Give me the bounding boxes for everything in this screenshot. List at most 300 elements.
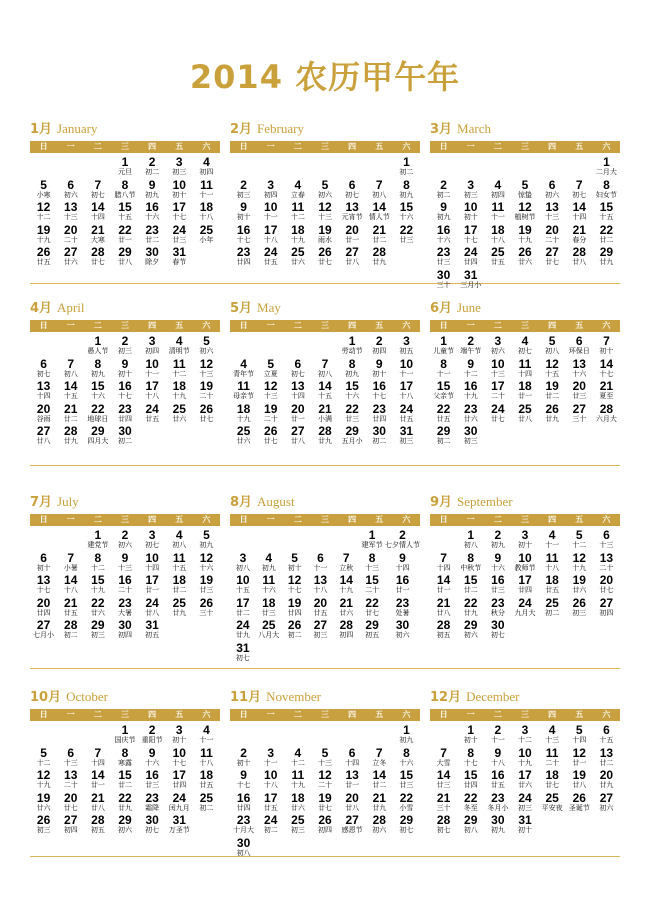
day-number: 1 <box>348 334 356 348</box>
lunar-label: 初六 <box>395 631 410 639</box>
weekday-label: 四 <box>548 710 557 719</box>
month-block <box>430 491 620 642</box>
lunar-label: 初三 <box>90 631 105 639</box>
day-cell <box>230 358 257 381</box>
lunar-label: 初十 <box>236 213 251 221</box>
lunar-label: 七月小 <box>33 631 55 639</box>
lunar-label: 清明节 <box>168 347 190 355</box>
weekday-label: 日 <box>239 321 248 330</box>
day-number: 13 <box>599 550 614 565</box>
lunar-label: 十七 <box>36 586 51 594</box>
day-number: 9 <box>240 200 247 214</box>
lunar-label: 初十 <box>599 347 614 355</box>
month-name <box>230 297 420 319</box>
weekday-header <box>30 514 220 526</box>
lunar-label: 初四 <box>63 826 78 834</box>
lunar-label: 重阳节 <box>141 736 163 744</box>
day-number: 16 <box>118 379 132 393</box>
lunar-label: 十五 <box>599 213 614 221</box>
day-number: 11 <box>291 200 305 214</box>
day-number: 16 <box>372 379 386 393</box>
day-cell <box>166 224 193 247</box>
day-number: 12 <box>545 356 559 371</box>
day-cell <box>311 403 338 426</box>
day-number: 26 <box>572 790 586 805</box>
day-number: 21 <box>372 790 386 805</box>
day-number: 22 <box>118 790 132 805</box>
empty-cell <box>311 335 338 358</box>
lunar-label: 廿八 <box>572 781 587 789</box>
lunar-label: 十九 <box>339 586 354 594</box>
month-english: March <box>457 121 491 136</box>
day-grid <box>230 156 420 269</box>
day-number: 2 <box>240 745 247 760</box>
day-cell <box>484 246 511 269</box>
day-cell <box>111 380 138 403</box>
lunar-label: 十五 <box>117 213 132 221</box>
day-cell <box>457 747 484 770</box>
day-number: 19 <box>318 222 332 237</box>
day-number: 1 <box>94 334 102 348</box>
day-cell <box>84 619 111 642</box>
day-cell <box>366 792 393 815</box>
day-number: 30 <box>436 267 451 282</box>
weekday-label: 日 <box>239 710 248 719</box>
day-cell <box>311 380 338 403</box>
day-cell <box>57 792 84 815</box>
lunar-label: 初三 <box>313 631 328 639</box>
day-cell <box>339 246 366 269</box>
day-number: 30 <box>491 618 505 632</box>
day-number: 31 <box>172 813 186 827</box>
day-cell <box>593 335 620 358</box>
lunar-label: 十九 <box>290 781 305 789</box>
day-cell <box>193 747 220 770</box>
weekday-label: 一 <box>466 142 475 151</box>
day-cell <box>511 747 538 770</box>
day-cell <box>539 335 566 358</box>
lunar-label: 初十 <box>463 736 478 744</box>
month-number: 10月 <box>30 690 62 705</box>
day-number: 24 <box>264 245 278 259</box>
lunar-label: 廿八 <box>572 258 587 266</box>
day-cell <box>84 224 111 247</box>
day-number: 5 <box>321 177 329 192</box>
empty-cell <box>366 724 393 747</box>
day-number: 2 <box>375 334 383 348</box>
day-cell <box>539 403 566 426</box>
lunar-label: 八月大 <box>258 631 280 639</box>
month-name <box>230 491 420 513</box>
day-number: 25 <box>291 245 305 259</box>
lunar-label: 十二 <box>290 213 305 221</box>
day-cell <box>284 246 311 269</box>
day-number: 8 <box>440 356 447 371</box>
lunar-label: 廿二 <box>463 586 478 594</box>
day-number: 21 <box>436 790 451 805</box>
lunar-label: 廿二 <box>235 608 250 617</box>
day-number: 10 <box>491 356 505 371</box>
day-cell <box>139 335 166 358</box>
day-number: 1 <box>121 155 129 169</box>
day-cell <box>430 403 457 426</box>
lunar-label: 初十 <box>517 541 532 549</box>
day-number: 6 <box>603 528 610 542</box>
lunar-label: 愚人节 <box>87 347 109 355</box>
day-number: 21 <box>64 595 78 610</box>
day-cell <box>593 380 620 403</box>
day-number: 25 <box>262 618 276 632</box>
lunar-label: 廿六 <box>290 803 305 812</box>
day-cell <box>230 246 257 269</box>
day-cell <box>193 529 220 552</box>
day-cell <box>593 156 620 179</box>
day-number: 21 <box>372 222 386 237</box>
day-grid <box>430 335 620 448</box>
lunar-label: 初三 <box>572 608 587 617</box>
day-number: 1 <box>403 723 410 737</box>
lunar-label: 十八 <box>545 563 560 572</box>
weekday-label: 四 <box>348 515 357 524</box>
day-number: 27 <box>36 424 51 438</box>
lunar-label: 十二 <box>90 563 105 572</box>
day-cell <box>511 224 538 247</box>
day-number: 17 <box>145 573 159 587</box>
lunar-label: 惊蛰 <box>517 190 532 199</box>
day-cell <box>539 552 566 575</box>
month-block <box>230 686 420 859</box>
day-number: 14 <box>91 200 105 214</box>
day-number: 9 <box>240 768 247 782</box>
day-number: 4 <box>294 177 302 192</box>
lunar-label: 初二 <box>372 437 387 445</box>
empty-cell <box>30 724 57 747</box>
day-cell <box>359 574 385 597</box>
lunar-label: 妇女节 <box>595 190 617 199</box>
lunar-label: 十四 <box>290 392 305 400</box>
day-cell <box>256 552 282 575</box>
lunar-label: 初四 <box>317 826 332 834</box>
day-cell <box>511 792 538 815</box>
day-number: 27 <box>64 813 78 827</box>
day-number: 27 <box>599 790 614 805</box>
day-cell <box>57 358 84 381</box>
day-cell <box>193 403 220 426</box>
day-number: 23 <box>395 595 410 610</box>
lunar-label: 廿五 <box>313 608 328 617</box>
lunar-label: 廿六 <box>290 258 305 266</box>
lunar-label: 十九 <box>36 781 51 789</box>
empty-cell <box>284 724 311 747</box>
weekday-label: 一 <box>266 142 275 151</box>
weekday-label: 一 <box>266 710 275 719</box>
day-cell <box>284 358 311 381</box>
day-cell <box>257 358 284 381</box>
lunar-label: 五月小 <box>341 437 363 445</box>
day-cell <box>539 724 566 747</box>
day-number: 1 <box>467 528 475 542</box>
lunar-label: 初三 <box>36 826 51 834</box>
day-cell <box>311 425 338 448</box>
day-cell <box>57 552 84 575</box>
weekday-label: 二 <box>93 142 102 151</box>
day-number: 30 <box>145 245 159 259</box>
day-cell <box>593 179 620 202</box>
day-number: 15 <box>118 200 132 214</box>
lunar-label: 十六 <box>399 758 414 767</box>
lunar-label: 廿七 <box>199 414 214 423</box>
lunar-label: 初五 <box>399 347 414 355</box>
lunar-label: 十六 <box>145 213 160 221</box>
lunar-label: 廿四 <box>517 586 532 594</box>
lunar-label: 初四 <box>339 631 354 639</box>
day-number: 4 <box>521 334 529 348</box>
weekday-label: 三 <box>120 142 129 151</box>
day-cell <box>257 380 284 403</box>
day-cell <box>111 792 138 815</box>
month-name <box>30 491 220 513</box>
lunar-label: 廿二 <box>172 586 187 594</box>
weekday-label: 日 <box>39 321 48 330</box>
day-cell <box>84 529 111 552</box>
day-number: 26 <box>318 813 332 827</box>
day-cell <box>282 552 308 575</box>
day-cell <box>311 814 338 837</box>
day-number: 13 <box>345 768 359 782</box>
day-number: 12 <box>199 550 214 565</box>
day-number: 19 <box>36 222 51 237</box>
day-cell <box>339 814 366 837</box>
day-number: 24 <box>172 790 186 805</box>
day-cell <box>84 425 111 448</box>
empty-cell <box>84 156 111 179</box>
weekday-label: 六 <box>402 710 411 719</box>
day-number: 2 <box>440 177 447 192</box>
lunar-label: 端午节 <box>460 347 482 355</box>
lunar-label: 十六 <box>261 586 276 594</box>
day-number: 16 <box>145 200 159 214</box>
lunar-label: 廿六 <box>172 414 187 423</box>
lunar-label: 情人节 <box>368 213 390 221</box>
lunar-label: 廿七 <box>263 437 278 445</box>
lunar-label: 廿五 <box>436 414 451 423</box>
day-number: 13 <box>64 768 78 782</box>
weekday-label: 五 <box>575 710 584 719</box>
lunar-label: 初八 <box>235 563 250 572</box>
day-cell <box>30 179 57 202</box>
day-cell <box>457 201 484 224</box>
lunar-label: 十八 <box>199 758 214 767</box>
day-number: 15 <box>345 379 359 393</box>
day-cell <box>111 619 138 642</box>
day-cell <box>393 358 420 381</box>
day-number: 17 <box>264 790 278 805</box>
day-number: 4 <box>240 356 247 371</box>
lunar-label: 十一 <box>399 369 414 378</box>
lunar-label: 十四 <box>90 213 105 221</box>
lunar-label: 廿一 <box>117 235 132 244</box>
day-number: 30 <box>464 424 478 438</box>
lunar-label: 廿三 <box>345 414 360 423</box>
lunar-label: 六月大 <box>595 414 617 423</box>
day-number: 5 <box>575 528 583 542</box>
lunar-label: 三十 <box>199 608 214 617</box>
day-cell <box>284 425 311 448</box>
lunar-label: 初十 <box>372 369 387 378</box>
lunar-label: 廿三 <box>399 235 414 244</box>
day-number: 30 <box>236 835 251 850</box>
month-number: 12月 <box>430 690 462 705</box>
day-number: 14 <box>91 768 105 782</box>
month-name <box>230 118 420 140</box>
lunar-label: 十七 <box>463 235 478 244</box>
day-number: 5 <box>548 334 556 348</box>
lunar-label: 十五 <box>317 392 332 400</box>
day-cell <box>30 792 57 815</box>
lunar-label: 廿八 <box>290 437 305 445</box>
lunar-label: 十二 <box>572 541 587 549</box>
day-cell <box>430 552 457 575</box>
weekday-label: 六 <box>602 710 611 719</box>
day-cell <box>593 224 620 247</box>
day-number: 12 <box>36 768 51 782</box>
day-cell <box>57 179 84 202</box>
day-cell <box>311 201 338 224</box>
day-cell <box>111 769 138 792</box>
day-cell <box>430 380 457 403</box>
day-cell <box>193 156 220 179</box>
weekday-label: 六 <box>202 515 211 524</box>
lunar-label: 初四 <box>263 190 278 199</box>
day-cell <box>393 814 420 837</box>
day-number: 19 <box>36 790 51 805</box>
lunar-label: 十八 <box>313 586 328 594</box>
day-number: 23 <box>491 790 505 805</box>
day-cell <box>230 769 257 792</box>
empty-cell <box>57 156 84 179</box>
weekday-label: 三 <box>320 142 329 151</box>
day-number: 2 <box>494 528 502 542</box>
lunar-label: 廿三 <box>172 235 187 244</box>
month-block <box>230 118 420 269</box>
day-cell <box>139 529 166 552</box>
day-cell <box>339 179 366 202</box>
day-cell <box>393 769 420 792</box>
day-cell <box>457 769 484 792</box>
weekday-label: 二 <box>493 710 502 719</box>
day-number: 31 <box>172 245 186 259</box>
day-cell <box>593 724 620 747</box>
lunar-label: 廿二 <box>117 781 132 789</box>
day-number: 11 <box>262 573 276 587</box>
day-cell <box>257 747 284 770</box>
day-number: 29 <box>365 618 379 632</box>
lunar-label: 廿四 <box>463 781 478 789</box>
lunar-label: 初三 <box>463 190 478 199</box>
day-cell <box>230 792 257 815</box>
lunar-label: 二十 <box>365 586 380 594</box>
weekday-label: 二 <box>493 515 502 524</box>
lunar-label: 二十 <box>63 235 78 244</box>
lunar-label: 廿一 <box>436 586 451 594</box>
day-number: 8 <box>94 356 102 371</box>
day-number: 20 <box>313 595 328 610</box>
day-cell <box>111 201 138 224</box>
lunar-label: 十一 <box>490 736 505 744</box>
day-cell <box>311 747 338 770</box>
day-number: 26 <box>36 245 51 259</box>
lunar-label: 初二 <box>117 437 132 445</box>
lunar-label: 初二 <box>436 190 451 199</box>
lunar-label: 十二 <box>517 736 532 744</box>
lunar-label: 十月大 <box>233 826 255 834</box>
lunar-label: 国庆节 <box>114 736 136 744</box>
weekday-label: 一 <box>66 142 75 151</box>
day-cell <box>57 574 84 597</box>
day-cell <box>166 529 193 552</box>
lunar-label: 廿四 <box>236 258 251 266</box>
day-cell <box>111 224 138 247</box>
lunar-label: 廿六 <box>463 414 478 423</box>
lunar-label: 劳动节 <box>341 347 363 355</box>
day-number: 22 <box>118 222 132 237</box>
day-number: 6 <box>348 745 356 760</box>
lunar-label: 十九 <box>90 586 105 594</box>
day-cell <box>457 179 484 202</box>
lunar-label: 二十 <box>117 586 132 594</box>
day-number: 19 <box>287 595 302 610</box>
day-number: 3 <box>239 550 247 565</box>
day-cell <box>366 769 393 792</box>
day-cell <box>339 403 366 426</box>
day-cell <box>593 358 620 381</box>
lunar-label: 廿三 <box>399 781 414 789</box>
lunar-label: 初七 <box>436 826 451 834</box>
day-cell <box>193 574 220 597</box>
day-number: 3 <box>521 723 529 737</box>
lunar-label: 廿七 <box>317 803 332 812</box>
month-block <box>30 118 220 269</box>
day-cell <box>139 769 166 792</box>
day-number: 8 <box>121 177 129 192</box>
day-cell <box>139 792 166 815</box>
weekday-label: 三 <box>520 142 529 151</box>
month-name <box>230 686 420 708</box>
day-number: 30 <box>145 813 159 827</box>
day-number: 10 <box>264 768 278 782</box>
lunar-label: 廿六 <box>90 608 105 617</box>
lunar-label: 十八 <box>63 586 78 594</box>
lunar-label: 十六 <box>145 758 160 767</box>
weekday-label: 三 <box>520 515 529 524</box>
day-cell <box>566 358 593 381</box>
lunar-label: 十六 <box>90 392 105 400</box>
day-number: 9 <box>494 745 502 760</box>
day-cell <box>430 619 457 642</box>
lunar-label: 初三 <box>117 347 132 355</box>
day-number: 29 <box>91 424 105 438</box>
day-cell <box>511 179 538 202</box>
lunar-label: 元旦 <box>117 168 132 176</box>
day-number: 4 <box>548 723 556 737</box>
lunar-label: 廿七 <box>317 258 332 266</box>
empty-cell <box>457 156 484 179</box>
lunar-label: 廿一 <box>90 781 105 789</box>
lunar-label: 十八 <box>263 781 278 789</box>
day-cell <box>284 747 311 770</box>
lunar-label: 十九 <box>290 235 305 244</box>
day-cell <box>593 769 620 792</box>
